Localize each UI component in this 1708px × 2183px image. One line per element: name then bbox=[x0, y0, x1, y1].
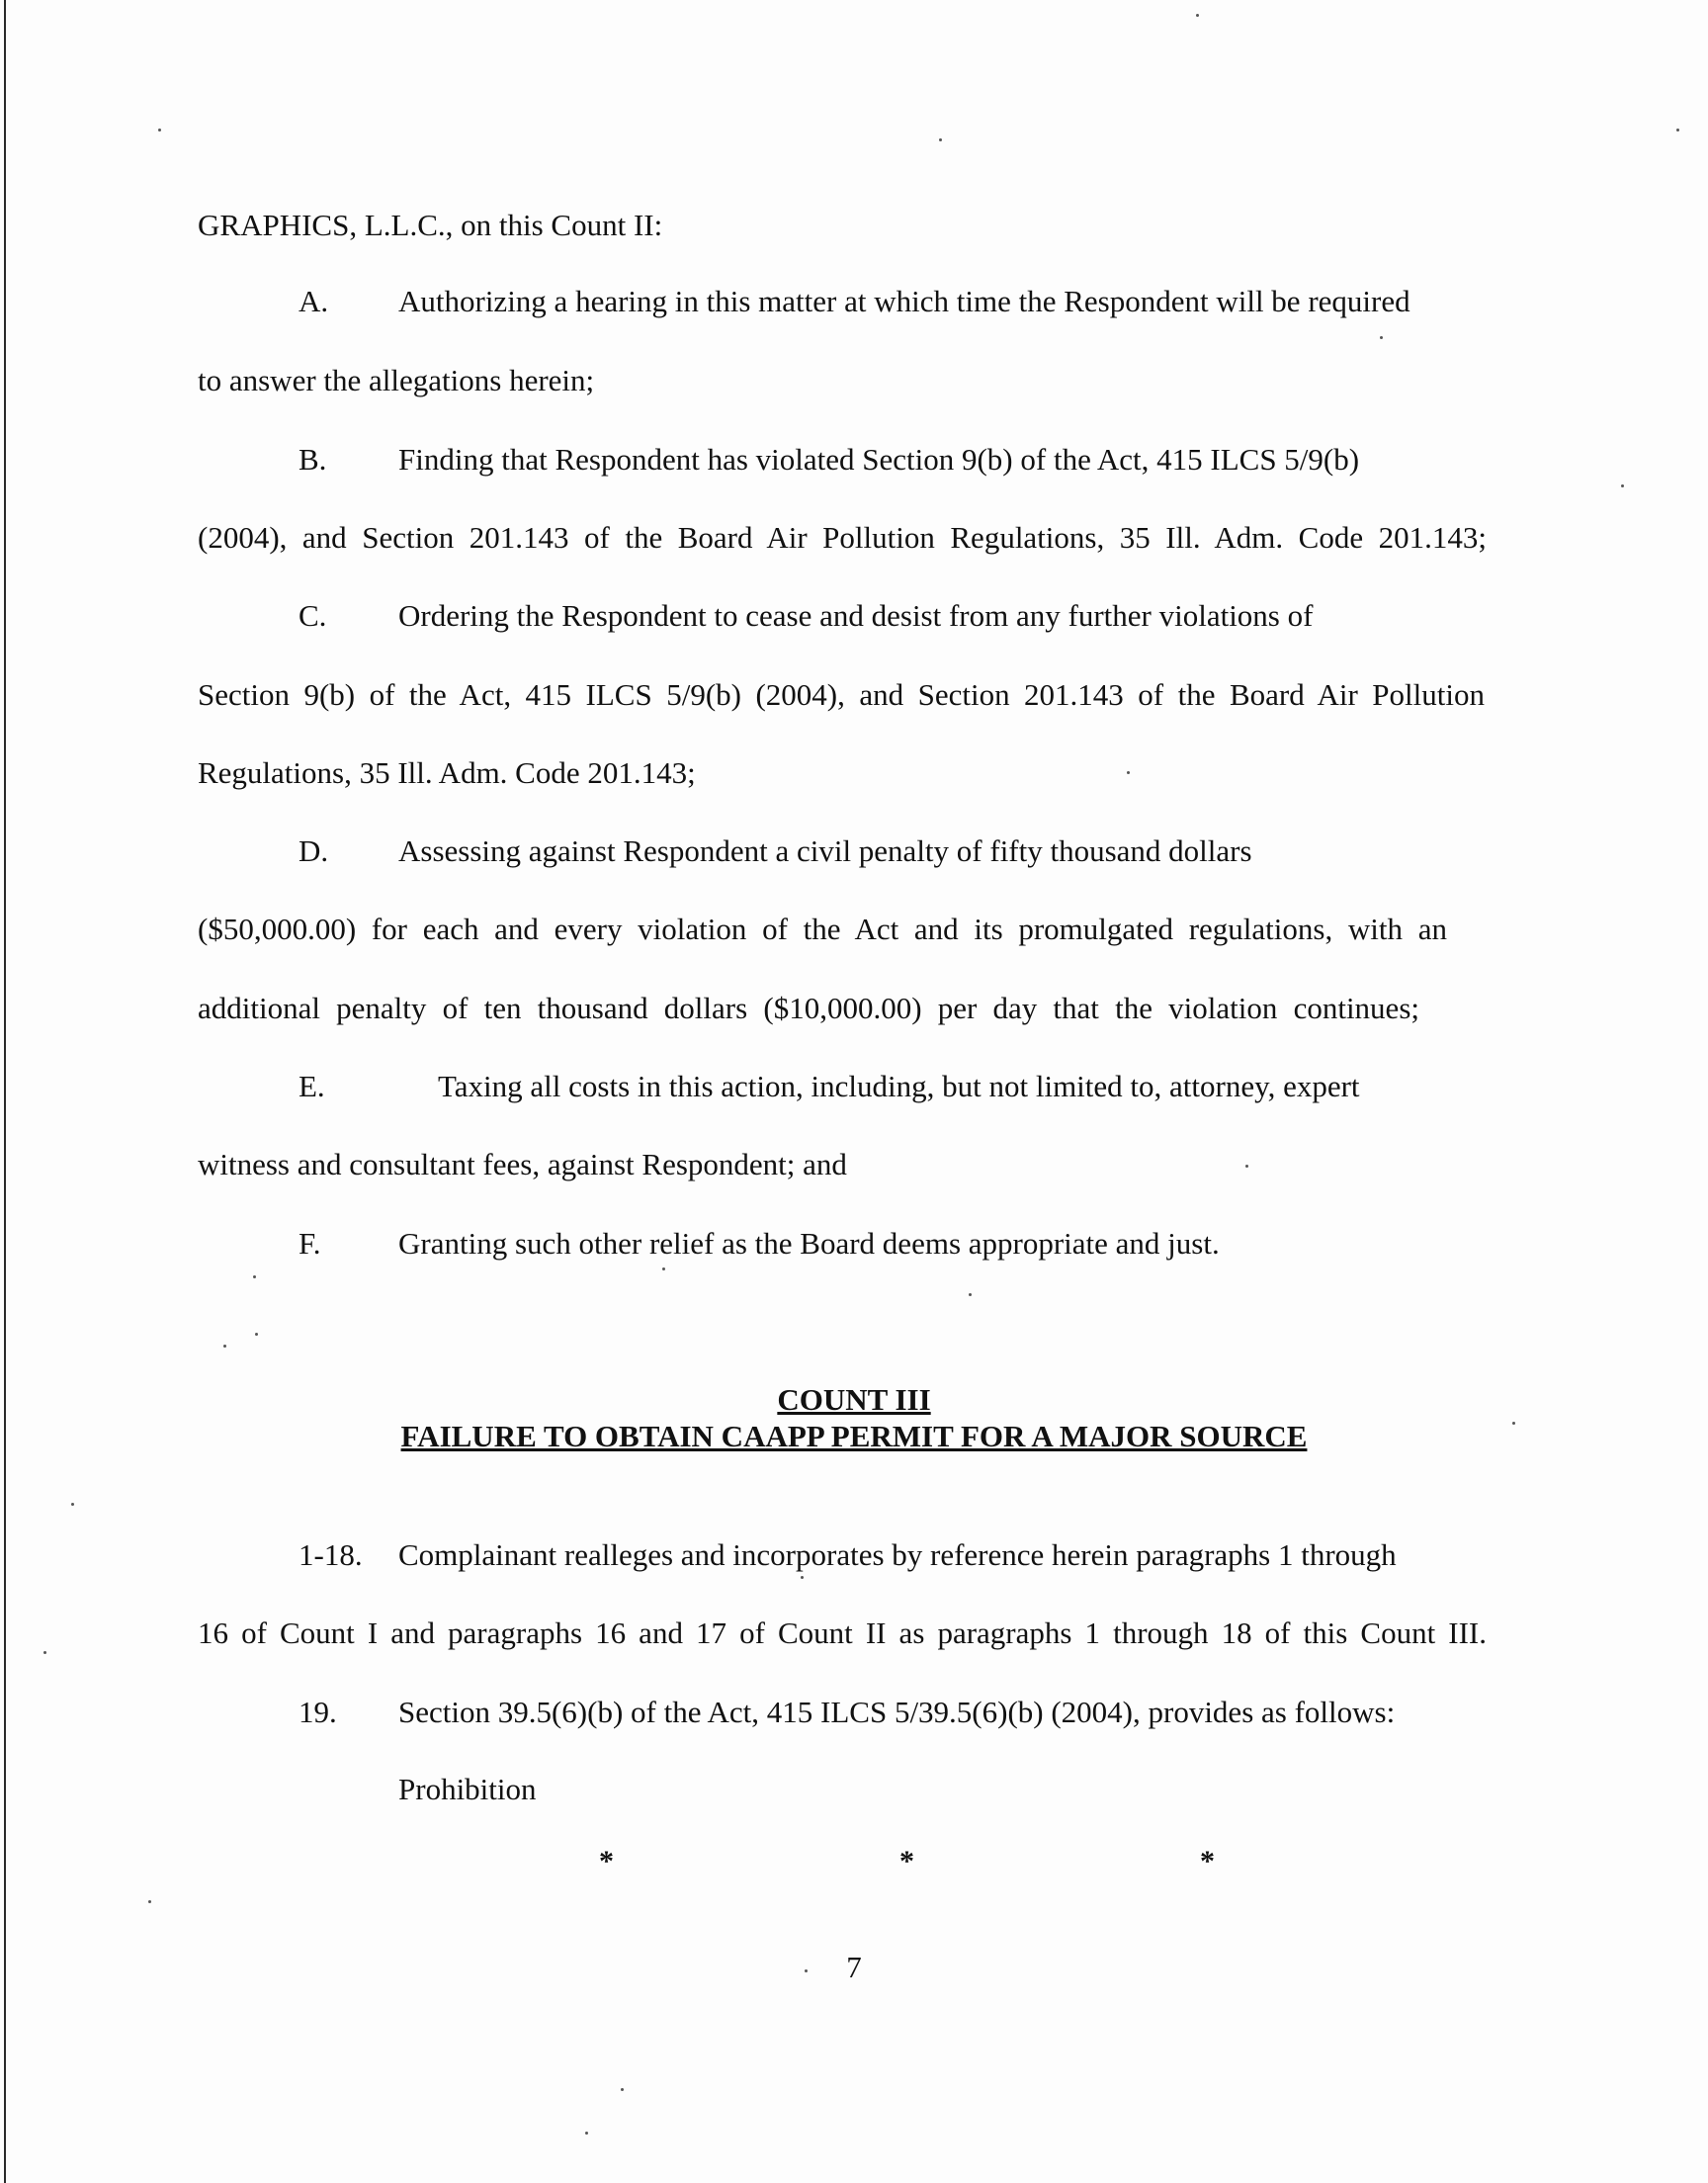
ellipsis-star: * bbox=[1200, 1845, 1215, 1877]
prayer-label-e: E. bbox=[299, 1069, 325, 1103]
scan-speck bbox=[585, 2132, 588, 2135]
paragraph-label-19: 19. bbox=[299, 1695, 337, 1729]
prayer-f-line-1: Granting such other relief as the Board deems appropriate and just. bbox=[398, 1226, 1220, 1261]
scan-speck bbox=[1127, 771, 1130, 774]
scan-speck bbox=[223, 1345, 226, 1348]
prayer-label-d: D. bbox=[299, 833, 329, 868]
scan-speck bbox=[969, 1293, 972, 1296]
scan-speck bbox=[1621, 484, 1624, 487]
intro-line: GRAPHICS, L.L.C., on this Count II: bbox=[198, 208, 663, 242]
prayer-c-line-3: Regulations, 35 Ill. Adm. Code 201.143; bbox=[198, 755, 696, 790]
prayer-c-line-1: Ordering the Respondent to cease and desist from any further violations of bbox=[398, 598, 1314, 633]
count-heading-subtitle: FAILURE TO OBTAIN CAAPP PERMIT FOR A MAJOR SOURCE bbox=[400, 1419, 1308, 1453]
prayer-a-line-1: Authorizing a hearing in this matter at which time the Respondent will be required bbox=[398, 284, 1410, 318]
scan-speck bbox=[801, 1576, 804, 1579]
page-number: 7 bbox=[846, 1950, 862, 1984]
scan-speck bbox=[662, 1267, 665, 1270]
prayer-label-a: A. bbox=[299, 284, 329, 318]
prayer-a-line-2: to answer the allegations herein; bbox=[198, 363, 595, 397]
prayer-b-line-2: (2004), and Section 201.143 of the Board Air Pollution Regulations, 35 Ill. Adm. Code 201.143; bbox=[198, 520, 1487, 555]
ellipsis-star: * bbox=[599, 1845, 614, 1877]
prayer-label-c: C. bbox=[299, 598, 327, 633]
scan-speck bbox=[253, 1275, 256, 1278]
ellipsis-star: * bbox=[899, 1845, 914, 1877]
scan-edge-rule bbox=[4, 0, 6, 2183]
quote-heading: Prohibition bbox=[398, 1772, 537, 1806]
scan-speck bbox=[148, 1900, 151, 1903]
scan-speck bbox=[1245, 1165, 1248, 1168]
paragraph-1-18-line-1: Complainant realleges and incorporates by reference herein paragraphs 1 through bbox=[398, 1537, 1397, 1572]
scan-speck bbox=[621, 2088, 624, 2091]
scan-speck bbox=[71, 1503, 74, 1506]
scan-speck bbox=[255, 1333, 258, 1336]
paragraph-19-line-1: Section 39.5(6)(b) of the Act, 415 ILCS 5/39.5(6)(b) (2004), provides as follows: bbox=[398, 1695, 1396, 1729]
scan-speck bbox=[1676, 129, 1679, 131]
prayer-d-line-1: Assessing against Respondent a civil penalty of fifty thousand dollars bbox=[398, 833, 1252, 868]
scan-speck bbox=[1196, 14, 1199, 17]
paragraph-1-18-line-2: 16 of Count I and paragraphs 16 and 17 of Count II as paragraphs 1 through 18 of this Count III. bbox=[198, 1615, 1487, 1650]
prayer-d-line-3: additional penalty of ten thousand dollars ($10,000.00) per day that the violation continues; bbox=[198, 991, 1419, 1025]
prayer-d-line-2: ($50,000.00) for each and every violation of the Act and its promulgated regulations, with an bbox=[198, 912, 1447, 946]
scan-speck bbox=[939, 138, 942, 141]
count-heading-title: COUNT III bbox=[777, 1382, 931, 1417]
prayer-c-line-2: Section 9(b) of the Act, 415 ILCS 5/9(b) (2004), and Section 201.143 of the Board Air Pollution bbox=[198, 677, 1485, 712]
scan-speck bbox=[43, 1651, 46, 1654]
prayer-label-b: B. bbox=[299, 442, 327, 477]
prayer-e-line-2: witness and consultant fees, against Respondent; and bbox=[198, 1147, 847, 1181]
scan-speck bbox=[158, 129, 161, 131]
prayer-b-line-1: Finding that Respondent has violated Section 9(b) of the Act, 415 ILCS 5/9(b) bbox=[398, 442, 1360, 477]
scan-speck bbox=[1380, 336, 1383, 339]
prayer-label-f: F. bbox=[299, 1226, 321, 1261]
paragraph-label-1-18: 1-18. bbox=[299, 1537, 363, 1572]
prayer-e-line-1: Taxing all costs in this action, including, but not limited to, attorney, expert bbox=[438, 1069, 1360, 1103]
